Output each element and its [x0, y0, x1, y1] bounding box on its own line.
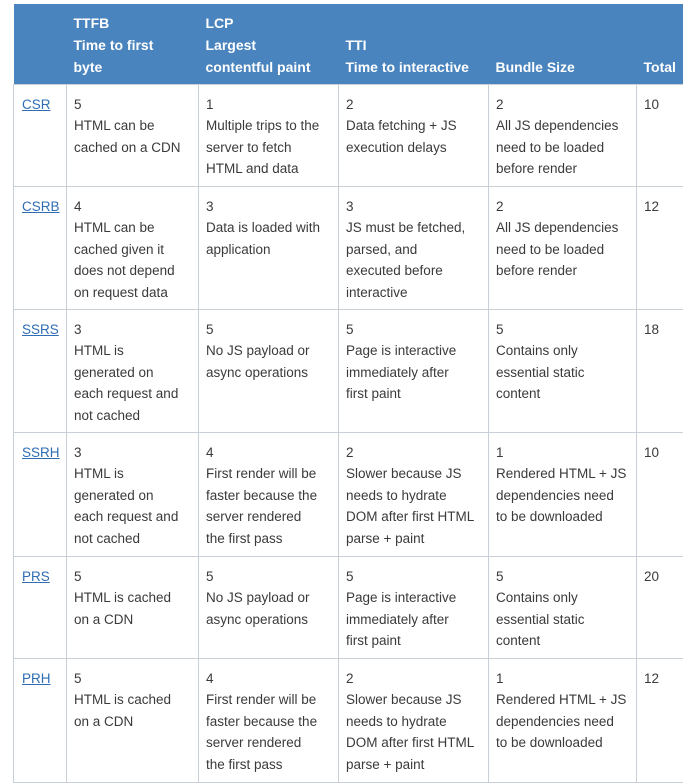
score-value: 1: [496, 444, 504, 460]
description-line: server rendered: [206, 735, 302, 751]
lcp-cell: [199, 556, 339, 658]
description-line: No JS payload or: [206, 343, 310, 359]
column-header-line: Bundle Size: [495, 58, 575, 75]
table-header: [14, 4, 683, 84]
row-name-cell: [14, 556, 67, 658]
column-header-line: Time to first: [73, 36, 154, 53]
description-line: parse + paint: [346, 530, 425, 546]
description-line: need to be loaded: [496, 241, 605, 257]
score-value: 1: [496, 670, 504, 686]
description-line: to be downloaded: [496, 735, 603, 751]
column-header-line: Time to interactive: [345, 58, 469, 75]
description-line: HTML is cached: [74, 590, 172, 606]
row-label-header: [14, 4, 67, 84]
score-value: 4: [206, 444, 214, 460]
description-line: No JS payload or: [206, 590, 310, 606]
total-cell: [637, 84, 683, 186]
rendering-strategy-link[interactable]: CSRB: [22, 198, 60, 214]
score-value: 5: [74, 670, 82, 686]
description-line: on request data: [74, 284, 168, 300]
total-value: 12: [644, 670, 660, 686]
table-row: [14, 432, 683, 556]
description-line: HTML is: [74, 466, 124, 482]
description-line: needs to hydrate: [346, 487, 447, 503]
description-line: DOM after first HTML: [346, 509, 475, 525]
description-line: HTML and data: [206, 161, 299, 177]
description-line: Multiple trips to the: [206, 118, 320, 134]
description-line: does not depend: [74, 263, 175, 279]
ttfb-header: [67, 4, 199, 84]
description-line: async operations: [206, 611, 309, 627]
description-line: before render: [496, 161, 578, 177]
score-value: 3: [74, 444, 82, 460]
ttfb-cell: [67, 186, 199, 309]
score-value: 2: [346, 96, 354, 112]
description-line: Data is loaded with: [206, 220, 321, 236]
table-row: [14, 556, 683, 658]
comparison-table: [13, 4, 683, 783]
description-line: HTML can be: [74, 220, 155, 236]
description-line: the first pass: [206, 530, 283, 546]
description-line: Slower because JS: [346, 466, 462, 482]
total-cell: [637, 658, 683, 782]
row-name-cell: [14, 658, 67, 782]
header-row: [14, 4, 683, 84]
description-line: Page is interactive: [346, 590, 457, 606]
description-line: immediately after: [346, 364, 449, 380]
description-line: essential static: [496, 611, 585, 627]
rendering-strategy-link[interactable]: SSRH: [22, 444, 60, 460]
bundle-size-cell: [489, 186, 637, 309]
score-value: 5: [496, 321, 504, 337]
description-line: async operations: [206, 364, 309, 380]
total-value: 10: [644, 444, 660, 460]
description-line: to be downloaded: [496, 509, 603, 525]
tti-cell: [339, 432, 489, 556]
description-line: server rendered: [206, 509, 302, 525]
row-name-cell: [14, 84, 67, 186]
description-line: All JS dependencies: [496, 118, 619, 134]
tti-cell: [339, 186, 489, 309]
bundle-size-cell: [489, 556, 637, 658]
description-line: faster because the: [206, 487, 318, 503]
score-value: 5: [346, 568, 354, 584]
score-value: 2: [346, 670, 354, 686]
description-line: on a CDN: [74, 713, 134, 729]
score-value: 3: [346, 198, 354, 214]
table-row: [14, 658, 683, 782]
tti-cell: [339, 309, 489, 432]
description-line: the first pass: [206, 756, 283, 772]
description-line: server to fetch: [206, 139, 292, 155]
description-line: content: [496, 633, 541, 649]
description-line: First render will be: [206, 466, 317, 482]
score-value: 3: [74, 321, 82, 337]
description-line: HTML can be: [74, 118, 155, 134]
score-value: 5: [496, 568, 504, 584]
description-line: faster because the: [206, 713, 318, 729]
column-header-line: Largest: [205, 36, 257, 53]
rendering-strategy-link[interactable]: SSRS: [22, 321, 59, 337]
rendering-strategy-link[interactable]: PRH: [22, 670, 51, 686]
tti-cell: [339, 658, 489, 782]
score-value: 5: [74, 96, 82, 112]
bundle-size-cell: [489, 432, 637, 556]
score-value: 2: [346, 444, 354, 460]
tti-cell: [339, 556, 489, 658]
total-cell: [637, 556, 683, 658]
description-line: executed before: [346, 263, 443, 279]
table-row: [14, 309, 683, 432]
description-line: essential static: [496, 364, 585, 380]
column-header-line: byte: [73, 58, 103, 75]
score-value: 5: [74, 568, 82, 584]
total-value: 18: [644, 321, 660, 337]
description-line: on a CDN: [74, 611, 134, 627]
column-header-line: TTFB: [73, 14, 110, 31]
column-header-line: contentful paint: [205, 58, 311, 75]
row-name-cell: [14, 432, 67, 556]
total-value: 12: [644, 198, 660, 214]
bundle-size-cell: [489, 658, 637, 782]
ttfb-cell: [67, 658, 199, 782]
description-line: cached given it: [74, 241, 165, 257]
description-line: application: [206, 241, 271, 257]
description-line: before render: [496, 263, 578, 279]
description-line: generated on: [74, 487, 154, 503]
description-line: need to be loaded: [496, 139, 605, 155]
lcp-header: [199, 4, 339, 84]
tti-cell: [339, 84, 489, 186]
bundle-size-cell: [489, 309, 637, 432]
ttfb-cell: [67, 84, 199, 186]
description-line: HTML is cached: [74, 692, 172, 708]
ttfb-cell: [67, 309, 199, 432]
total-cell: [637, 309, 683, 432]
lcp-cell: [199, 432, 339, 556]
description-line: Contains only: [496, 343, 578, 359]
total-value: 20: [644, 568, 660, 584]
ttfb-cell: [67, 432, 199, 556]
total-value: 10: [644, 96, 660, 112]
score-value: 3: [206, 198, 214, 214]
description-line: generated on: [74, 364, 154, 380]
score-value: 5: [346, 321, 354, 337]
score-value: 1: [206, 96, 214, 112]
description-line: immediately after: [346, 611, 449, 627]
column-header-line: Total: [643, 58, 676, 75]
description-line: needs to hydrate: [346, 713, 447, 729]
description-line: First render will be: [206, 692, 317, 708]
description-line: execution delays: [346, 139, 447, 155]
score-value: 2: [496, 198, 504, 214]
description-line: HTML is: [74, 343, 124, 359]
description-line: Rendered HTML + JS: [496, 466, 627, 482]
description-line: first paint: [346, 633, 401, 649]
description-line: DOM after first HTML: [346, 735, 475, 751]
column-header-line: TTI: [345, 36, 367, 53]
description-line: not cached: [74, 407, 141, 423]
table-body: [14, 84, 683, 782]
rendering-strategy-link[interactable]: PRS: [22, 568, 50, 584]
lcp-cell: [199, 658, 339, 782]
description-line: cached on a CDN: [74, 139, 181, 155]
table-row: [14, 84, 683, 186]
lcp-cell: [199, 84, 339, 186]
bundle-size-header: [489, 4, 637, 84]
total-header: [637, 4, 683, 84]
description-line: not cached: [74, 530, 141, 546]
description-line: each request and: [74, 509, 179, 525]
score-value: 5: [206, 321, 214, 337]
lcp-cell: [199, 309, 339, 432]
score-value: 5: [206, 568, 214, 584]
bundle-size-cell: [489, 84, 637, 186]
description-line: Slower because JS: [346, 692, 462, 708]
row-name-cell: [14, 309, 67, 432]
total-cell: [637, 186, 683, 309]
description-line: parsed, and: [346, 241, 418, 257]
description-line: Data fetching + JS: [346, 118, 457, 134]
description-line: Rendered HTML + JS: [496, 692, 627, 708]
score-value: 4: [74, 198, 82, 214]
score-value: 2: [496, 96, 504, 112]
lcp-cell: [199, 186, 339, 309]
description-line: each request and: [74, 386, 179, 402]
tti-header: [339, 4, 489, 84]
description-line: interactive: [346, 284, 408, 300]
description-line: All JS dependencies: [496, 220, 619, 236]
row-name-cell: [14, 186, 67, 309]
description-line: JS must be fetched,: [346, 220, 466, 236]
score-value: 4: [206, 670, 214, 686]
rendering-strategy-link[interactable]: CSR: [22, 96, 51, 112]
table-row: [14, 186, 683, 309]
description-line: Page is interactive: [346, 343, 457, 359]
description-line: first paint: [346, 386, 401, 402]
description-line: Contains only: [496, 590, 578, 606]
ttfb-cell: [67, 556, 199, 658]
column-header-line: LCP: [205, 14, 234, 31]
description-line: dependencies need: [496, 487, 614, 503]
description-line: dependencies need: [496, 713, 614, 729]
description-line: content: [496, 386, 541, 402]
description-line: parse + paint: [346, 756, 425, 772]
total-cell: [637, 432, 683, 556]
